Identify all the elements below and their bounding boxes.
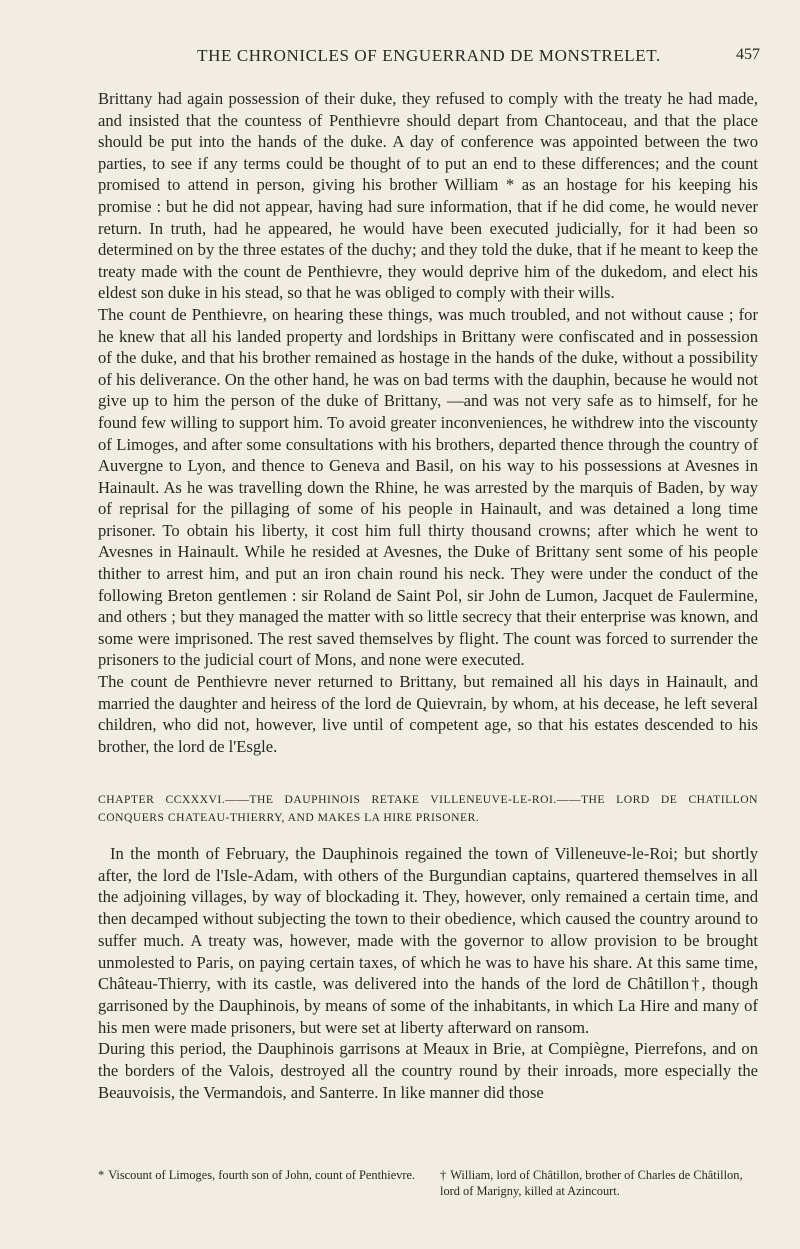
paragraph: In the month of February, the Dauphinois regained the town of Villeneuve-le-Roi; but shortly after, the lord de l'Isle-Adam, with others of the Burgundian captains, quartered themselves in all the adjoining villages, by way of blockading it. They, however, only remained a certain time, and then decamped without subjecting the town to their obedience, which caused the country around to suffer much. A treaty was, however, made with the governor to allow provision to be brought unmolested to Paris, on paying certain taxes, of which he was to have his share. At this same time, Château-Thierry, with its castle, was delivered into the hands of the lord de Châtillon†, though garrisoned by the Dauphinois, by means of some of the inhabitants, in which La Hire and many of his men were made prisoners, but were set at liberty afterward on ransom. <box>98 844 758 1037</box>
footnote-text: William, lord of Châtillon, brother of Charles de Châtillon, lord of Marigny, killed at Azincourt. <box>440 1168 743 1198</box>
footnote-mark: † <box>440 1168 447 1182</box>
footnote-mark: * <box>98 1168 105 1182</box>
paragraph: Brittany had again possession of their duke, they refused to comply with the treaty he had made, and insisted that the countess of Penthievre should depart from Chantoceau, and that the place should be put into the hands of the duke. A day of conference was appointed between the two parties, to see if any terms could be thought of to put an end to these differences; and the count promised to attend in person, giving his brother William * as an hostage for his keeping his promise : but he did not appear, having had sure information, that if he did come, he would never return. In truth, had he appeared, he would have been executed judicially, for it had been so determined on by the three estates of the duchy; and they told the duke, that if he meant to keep the treaty made with the count de Penthievre, they would deprive him of the dukedom, and elect his eldest son duke in his stead, so that he was obliged to comply with their wills. <box>98 89 758 303</box>
chapter-heading: CHAPTER CCXXXVI.——THE DAUPHINOIS RETAKE VILLENEUVE-LE-ROI.——THE LORD DE CHATILLON CONQUERS CHATEAU-THIERRY, AND MAKES LA HIRE PRISONER. <box>98 793 758 824</box>
running-title: THE CHRONICLES OF ENGUERRAND DE MONSTRELET. <box>197 46 661 65</box>
chapter-text <box>98 843 758 1103</box>
paragraph: The count de Penthievre never returned to Brittany, but remained all his days in Hainault, and married the daughter and heiress of the lord de Quievrain, by whom, at his decease, he left several children, who did not, however, live until of competent age, so that his estates descended to his brother, the lord de l'Esgle. <box>98 672 758 756</box>
running-head <box>98 46 760 76</box>
paragraph: During this period, the Dauphinois garrisons at Meaux in Brie, at Compiègne, Pierrefons, and on the borders of the Valois, destroyed all the country round by their inroads, more especially the Beauvoisis, the Vermandois, and Santerre. In like manner did those <box>98 1039 758 1102</box>
main-text <box>98 88 758 757</box>
paragraph: The count de Penthievre, on hearing these things, was much troubled, and not without cause ; for he knew that all his landed property and lordships in Brittany were confiscated and in possession of the duke, and that his brother remained as hostage in the hands of the duke, without a possibility of his deliverance. On the other hand, he was on bad terms with the dauphin, because he would not give up to him the person of the duke of Brittany, —and was not very safe as to himself, for he found few willing to support him. To avoid greater inconveniences, he withdrew into the viscounty of Limoges, and after some consultations with his brothers, departed thence through the country of Auvergne to Lyon, and thence to Geneva and Basil, on his way to his possessions at Avesnes in Hainault. As he was travelling down the Rhine, he was arrested by the marquis of Baden, by way of reprisal for the pillaging of some of his people in Hainault, and was detained a long time prisoner. To obtain his liberty, it cost him full thirty thousand crowns; after which he went to Avesnes in Hainault. While he resided at Avesnes, the Duke of Brittany sent some of his people thither to arrest him, and put an iron chain round his neck. They were under the conduct of the following Breton gentlemen : sir Roland de Saint Pol, sir John de Lumon, Jacquet de Faulermine, and others ; but they managed the matter with so little secrecy that their enterprise was known, and some were imprisoned. The rest saved themselves by flight. The count was forced to surrender the prisoners to the judicial court of Mons, and none were executed. <box>98 304 758 670</box>
page-number: 457 <box>736 46 760 63</box>
footnote-text: Viscount of Limoges, fourth son of John, count of Penthievre. <box>108 1168 416 1182</box>
footnotes <box>98 1167 758 1199</box>
footnote <box>440 1167 758 1199</box>
footnote <box>98 1167 416 1199</box>
